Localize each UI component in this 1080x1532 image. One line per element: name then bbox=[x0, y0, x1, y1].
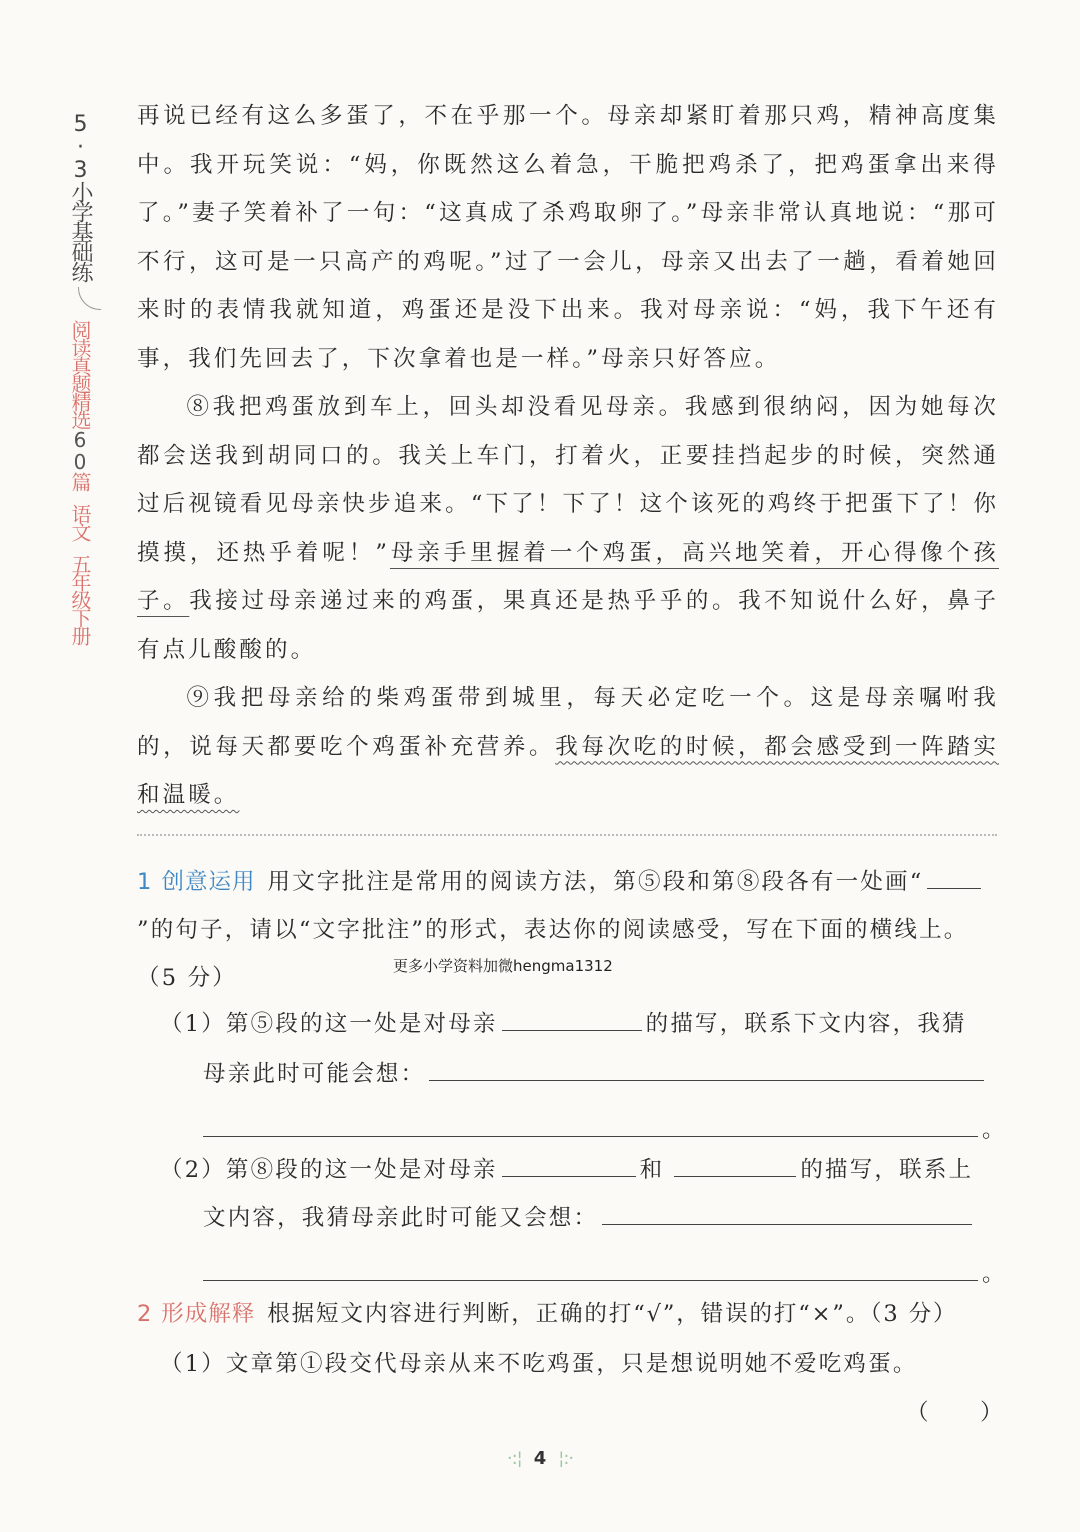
q1-sub2-prompt: （2）第⑧段的这一处是对母亲 bbox=[160, 1157, 498, 1183]
q2-sub1: （1）文章第①段交代母亲从来不吃鸡蛋，只是想说明她不爱吃鸡蛋。 bbox=[160, 1351, 918, 1377]
spine-divider bbox=[78, 287, 101, 310]
q1-sub2-line-2 bbox=[203, 1200, 976, 1232]
series-title bbox=[70, 320, 90, 490]
book-spine bbox=[62, 112, 98, 644]
q1-sub2-prompt-3: 文内容，我猜母亲此时可能又会想： bbox=[203, 1205, 599, 1231]
section-divider bbox=[137, 834, 997, 836]
question-1-number: 1 bbox=[137, 869, 154, 895]
page-number: 4 bbox=[533, 1448, 547, 1469]
underlined-sentence: 母亲手里握着一个鸡蛋，高兴地笑着，开心得像个孩子。 bbox=[137, 539, 999, 614]
period: 。 bbox=[982, 1261, 1007, 1287]
series-title-b: 篇 bbox=[68, 472, 92, 490]
question-1-text-2: ”的句子，请以“文字批注”的形式，表达你的阅读感受，写在下面的横线上。（5 分） bbox=[137, 917, 969, 991]
answer-parentheses[interactable]: （ ） bbox=[906, 1400, 1005, 1426]
paragraph-8 bbox=[137, 383, 999, 674]
question-1 bbox=[137, 858, 997, 1002]
period: 。 bbox=[982, 1117, 1007, 1143]
wavy-underlined-sentence: 我每次吃的时候，都会感受到一阵踏实和温暖。 bbox=[137, 733, 999, 808]
grade-label: 五年级下册 bbox=[68, 554, 92, 644]
page-footer bbox=[0, 1448, 1080, 1469]
answer-line-q1-1a[interactable] bbox=[429, 1060, 984, 1081]
question-2-number: 2 bbox=[137, 1301, 154, 1327]
answer-blank-q1-1[interactable] bbox=[502, 1010, 642, 1031]
watermark-note: 更多小学资料加微hengma1312 bbox=[393, 957, 613, 975]
series-title-a: 阅读真题精选 bbox=[68, 320, 92, 428]
paragraph-8-end: 我接过母亲递过来的鸡蛋，果真还是热乎乎的。我不知说什么好，鼻子有点儿酸酸的。 bbox=[137, 588, 999, 663]
dots-left-icon: ·:¦ bbox=[506, 1448, 522, 1469]
q1-sub1-line-1 bbox=[160, 1006, 967, 1038]
q1-sub2-line-1 bbox=[160, 1152, 973, 1184]
q1-sub2-and: 和 bbox=[639, 1157, 665, 1183]
question-2-text: 根据短文内容进行判断，正确的打“√”，错误的打“×”。（3 分） bbox=[267, 1301, 958, 1327]
q1-sub1-prompt-3: 母亲此时可能会想： bbox=[203, 1061, 426, 1087]
answer-line-q1-2a[interactable] bbox=[602, 1204, 972, 1225]
reading-passage bbox=[137, 92, 999, 820]
answer-blank-q1-2b[interactable] bbox=[674, 1156, 796, 1177]
question-2 bbox=[137, 1296, 957, 1328]
answer-line-q1-1b[interactable] bbox=[203, 1116, 978, 1137]
underline-sample bbox=[927, 868, 981, 889]
q1-sub2-prompt-2: 的描写，联系上 bbox=[800, 1157, 974, 1183]
question-1-text: 用文字批注是常用的阅读方法，第⑤段和第⑧段各有一处画“ bbox=[267, 869, 924, 895]
paragraph-8-text: ⑧我把鸡蛋放到车上，回头却没看见母亲。我感到很纳闷，因为她每次都会送我到胡同口的。我关上车门，打着火，正要挂挡起步的时候，突然通过后视镜看见母亲快步追来。“下了！下了！这个该死的鸡终于把蛋下了！你摸摸，还热乎着呢！” bbox=[137, 394, 999, 566]
q1-sub1-line-3 bbox=[203, 1112, 1007, 1144]
subject-label: 语文 bbox=[68, 504, 92, 540]
answer-blank-q1-2a[interactable] bbox=[502, 1156, 636, 1177]
paragraph-7: 再说已经有这么多蛋了，不在乎那一个。母亲却紧盯着那只鸡，精神高度集中。我开玩笑说：“妈，你既然这么着急，干脆把鸡杀了，把鸡蛋拿出来得了。”妻子笑着补了一句：“这真成了杀鸡取卵了。”母亲非常认真地说：“那可不行，这可是一只高产的鸡呢。”过了一会儿，母亲又出去了一趟，看着她回来时的表情我就知道，鸡蛋还是没下出来。我对母亲说：“妈，我下午还有事，我们先回去了，下次拿着也是一样。”母亲只好答应。 bbox=[137, 103, 999, 372]
answer-line-q1-2b[interactable] bbox=[203, 1260, 978, 1281]
paragraph-9 bbox=[137, 674, 999, 820]
question-1-tag: 创意运用 bbox=[161, 869, 256, 895]
dots-right-icon: ¦:· bbox=[558, 1448, 574, 1469]
q1-sub1-line-2 bbox=[203, 1056, 988, 1088]
inline-blank-sample bbox=[923, 869, 985, 895]
q1-sub1-prompt: （1）第⑤段的这一处是对母亲 bbox=[160, 1011, 498, 1037]
question-2-tag: 形成解释 bbox=[161, 1301, 256, 1327]
series-brand: 5·3小学基础练 bbox=[68, 112, 93, 281]
q1-sub1-prompt-2: 的描写，联系下文内容，我猜 bbox=[645, 1011, 967, 1037]
paragraph-9-text: ⑨我把母亲给的柴鸡蛋带到城里，每天必定吃一个。这是母亲嘱咐我的，说每天都要吃个鸡蛋补充营养。 bbox=[137, 685, 999, 760]
series-count: 60 bbox=[68, 428, 92, 472]
q1-sub2-line-3 bbox=[203, 1256, 1007, 1288]
